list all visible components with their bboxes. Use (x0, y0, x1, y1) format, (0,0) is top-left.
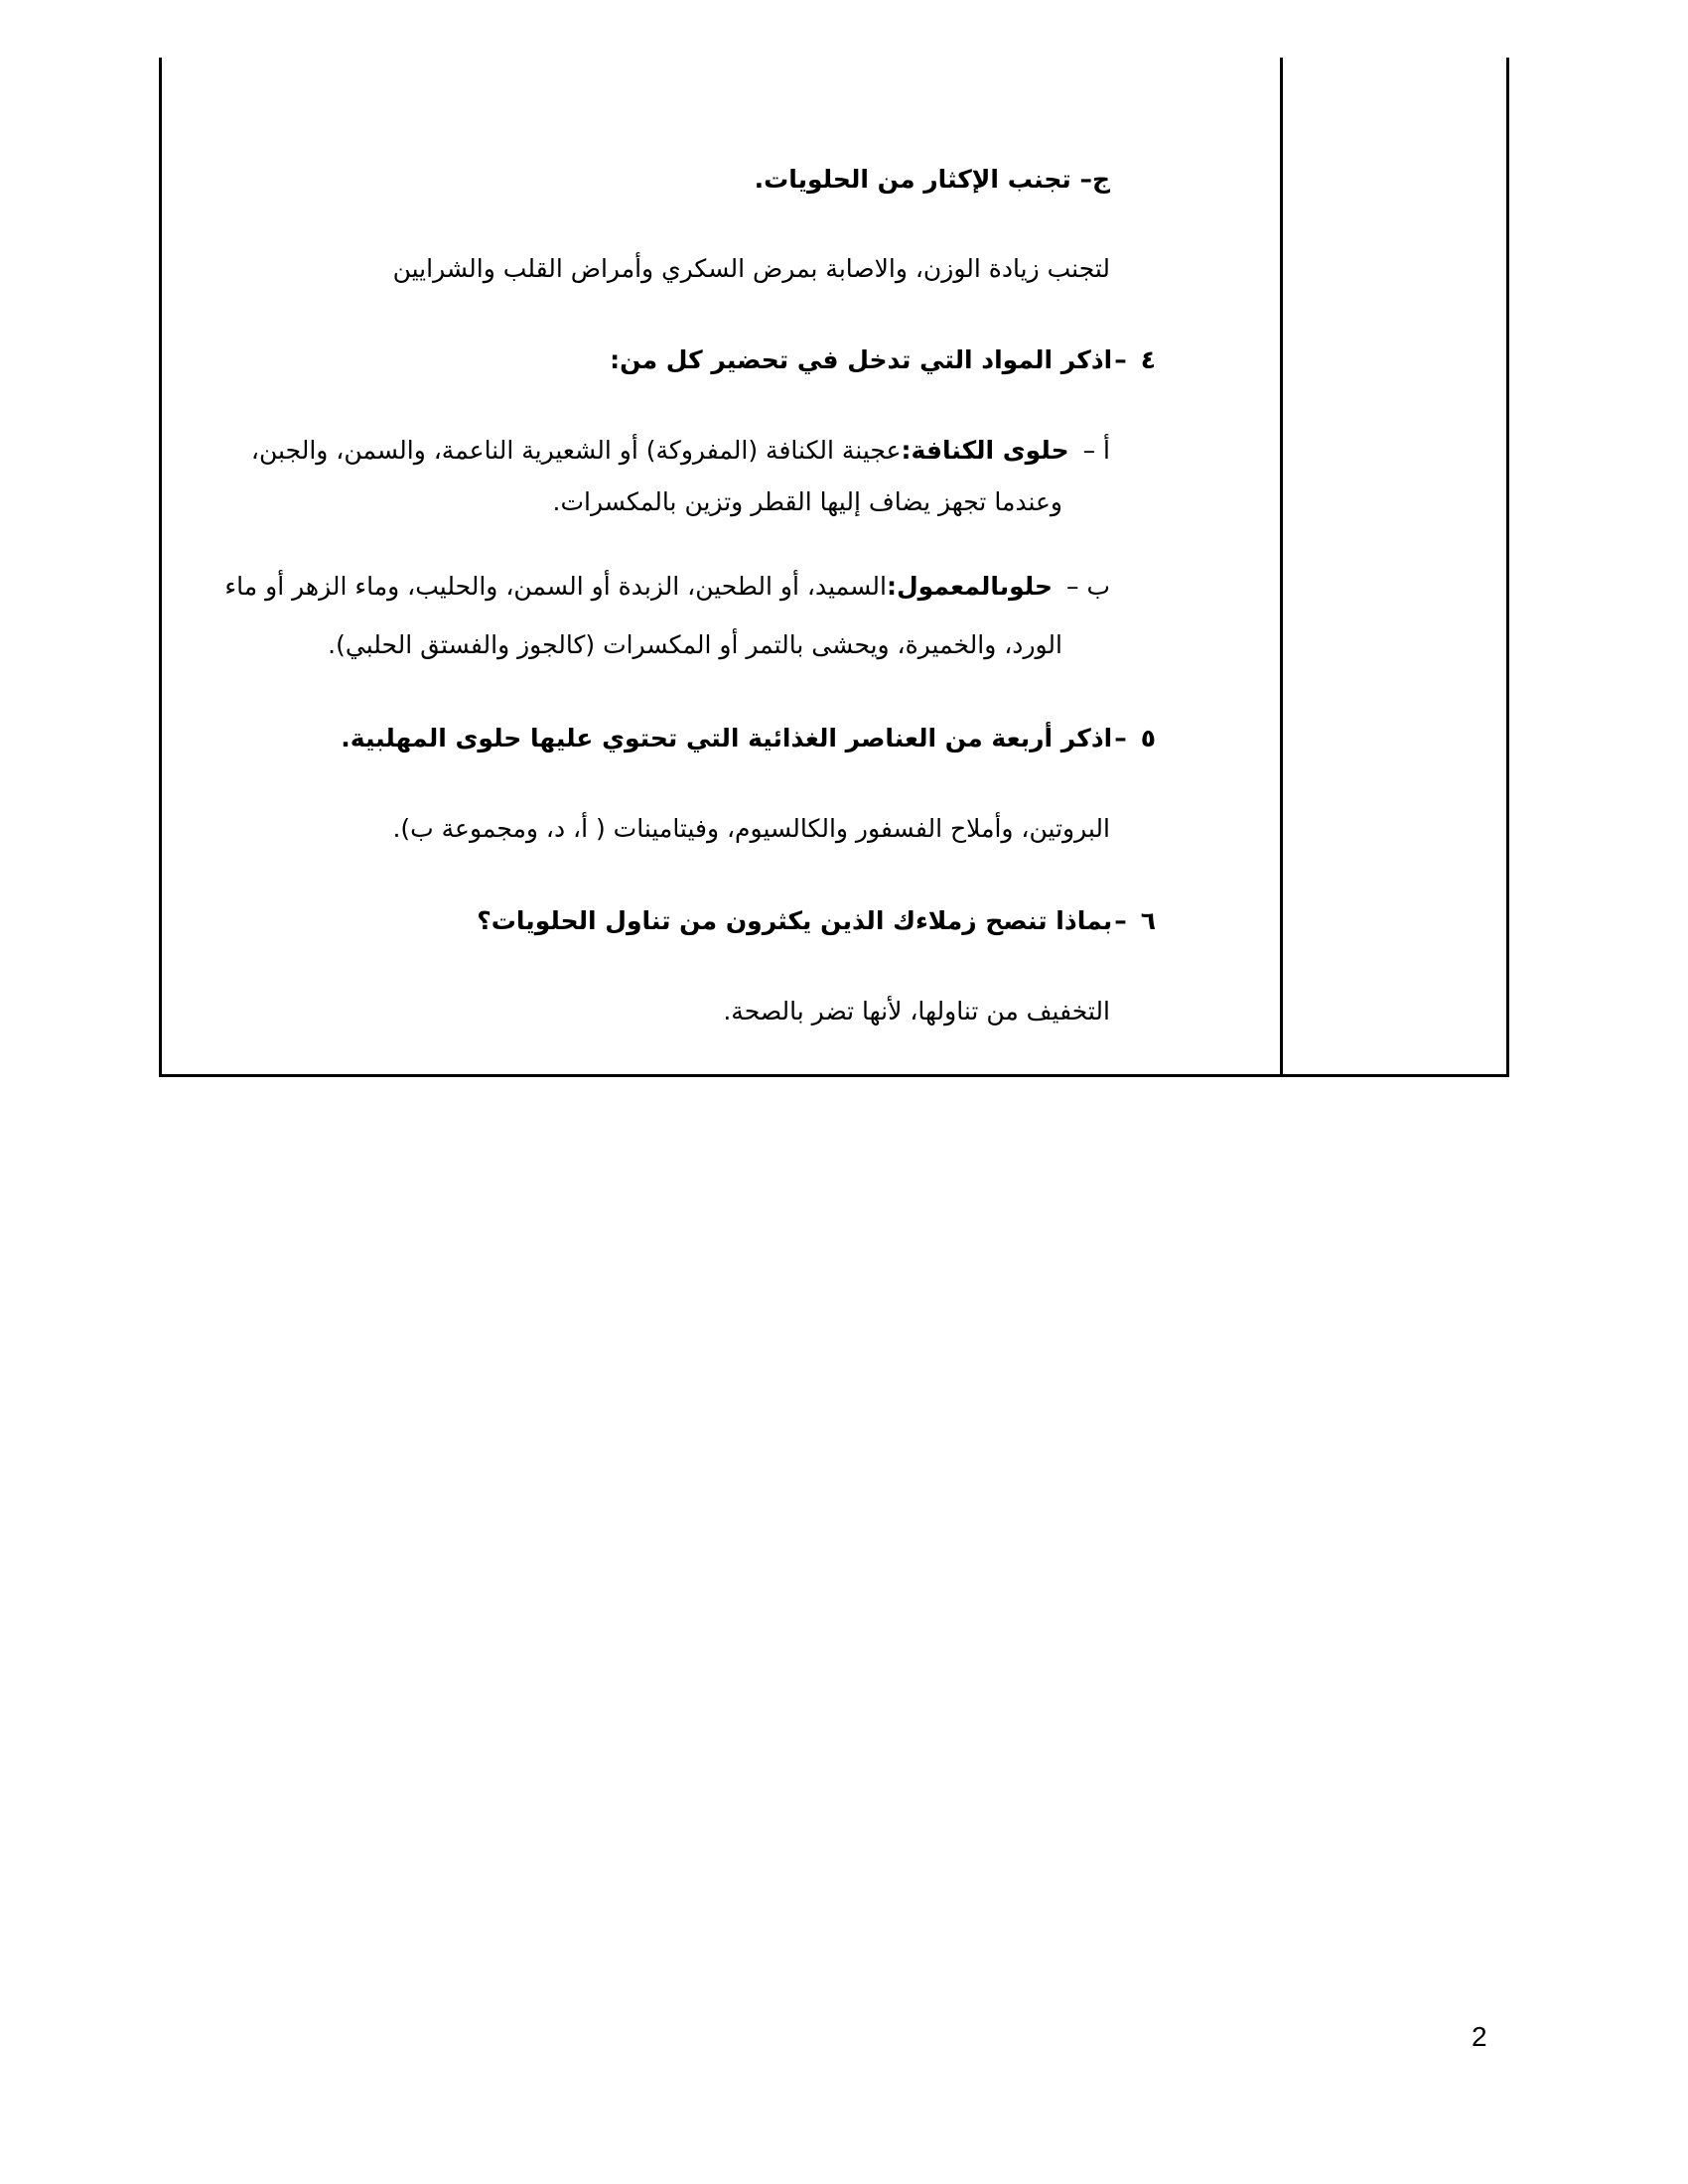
answer-4b-label: حلوىالمعمول: (886, 572, 1054, 601)
question-5-dash: – (1114, 724, 1127, 752)
answer-4a-line1 (251, 434, 1110, 468)
answer-6: التخفيف من تناولها، لأنها تضر بالصحة. (723, 997, 1110, 1025)
column-divider (1280, 58, 1283, 1074)
item-j-title: ج– تجنب الإكثار من الحلويات. (754, 165, 1110, 194)
answer-4b-letter: ب – (1066, 572, 1110, 601)
question-4-text: اذكر المواد التي تدخل في تحضير كل من: (610, 345, 1113, 374)
answer-4a-letter: أ – (1082, 436, 1110, 465)
answer-4b-text1: السميد، أو الطحين، الزبدة أو السمن، والحليب، وماء الزهر أو ماء (224, 572, 887, 601)
answer-4a-line2: وعندما تجهز يضاف إليها القطر وتزين بالمكسرات. (552, 487, 1062, 516)
question-4-dash: – (1114, 345, 1127, 374)
question-6-number: ٦ (1140, 906, 1156, 935)
answer-4b-line1 (224, 570, 1110, 604)
question-6-text: بماذا تنصح زملاءك الذين يكثرون من تناول الحلويات؟ (477, 906, 1113, 935)
item-j-answer: لتجنب زيادة الوزن، والاصابة بمرض السكري وأمراض القلب والشرايين (392, 254, 1110, 283)
question-5-text: اذكر أربعة من العناصر الغذائية التي تحتوي عليها حلوى المهلبية. (341, 724, 1113, 752)
page-number: 2 (1472, 2021, 1487, 2052)
question-4 (610, 343, 1156, 377)
answer-4b-line2: الورد، والخميرة، ويحشى بالتمر أو المكسرات (كالجوز والفستق الحلبي). (328, 630, 1062, 659)
question-5-number: ٥ (1140, 724, 1156, 752)
answer-5: البروتين، وأملاح الفسفور والكالسيوم، وفيتامينات ( أ، د، ومجموعة ب). (392, 814, 1110, 843)
answer-4a-text1: عجينة الكنافة (المفروكة) أو الشعيرية الناعمة، والسمن، والجبن، (250, 436, 902, 465)
question-4-number: ٤ (1140, 345, 1156, 374)
question-5 (341, 722, 1156, 755)
question-6 (477, 904, 1156, 938)
question-6-dash: – (1114, 906, 1127, 935)
answer-4a-label: حلوى الكنافة: (901, 436, 1069, 465)
